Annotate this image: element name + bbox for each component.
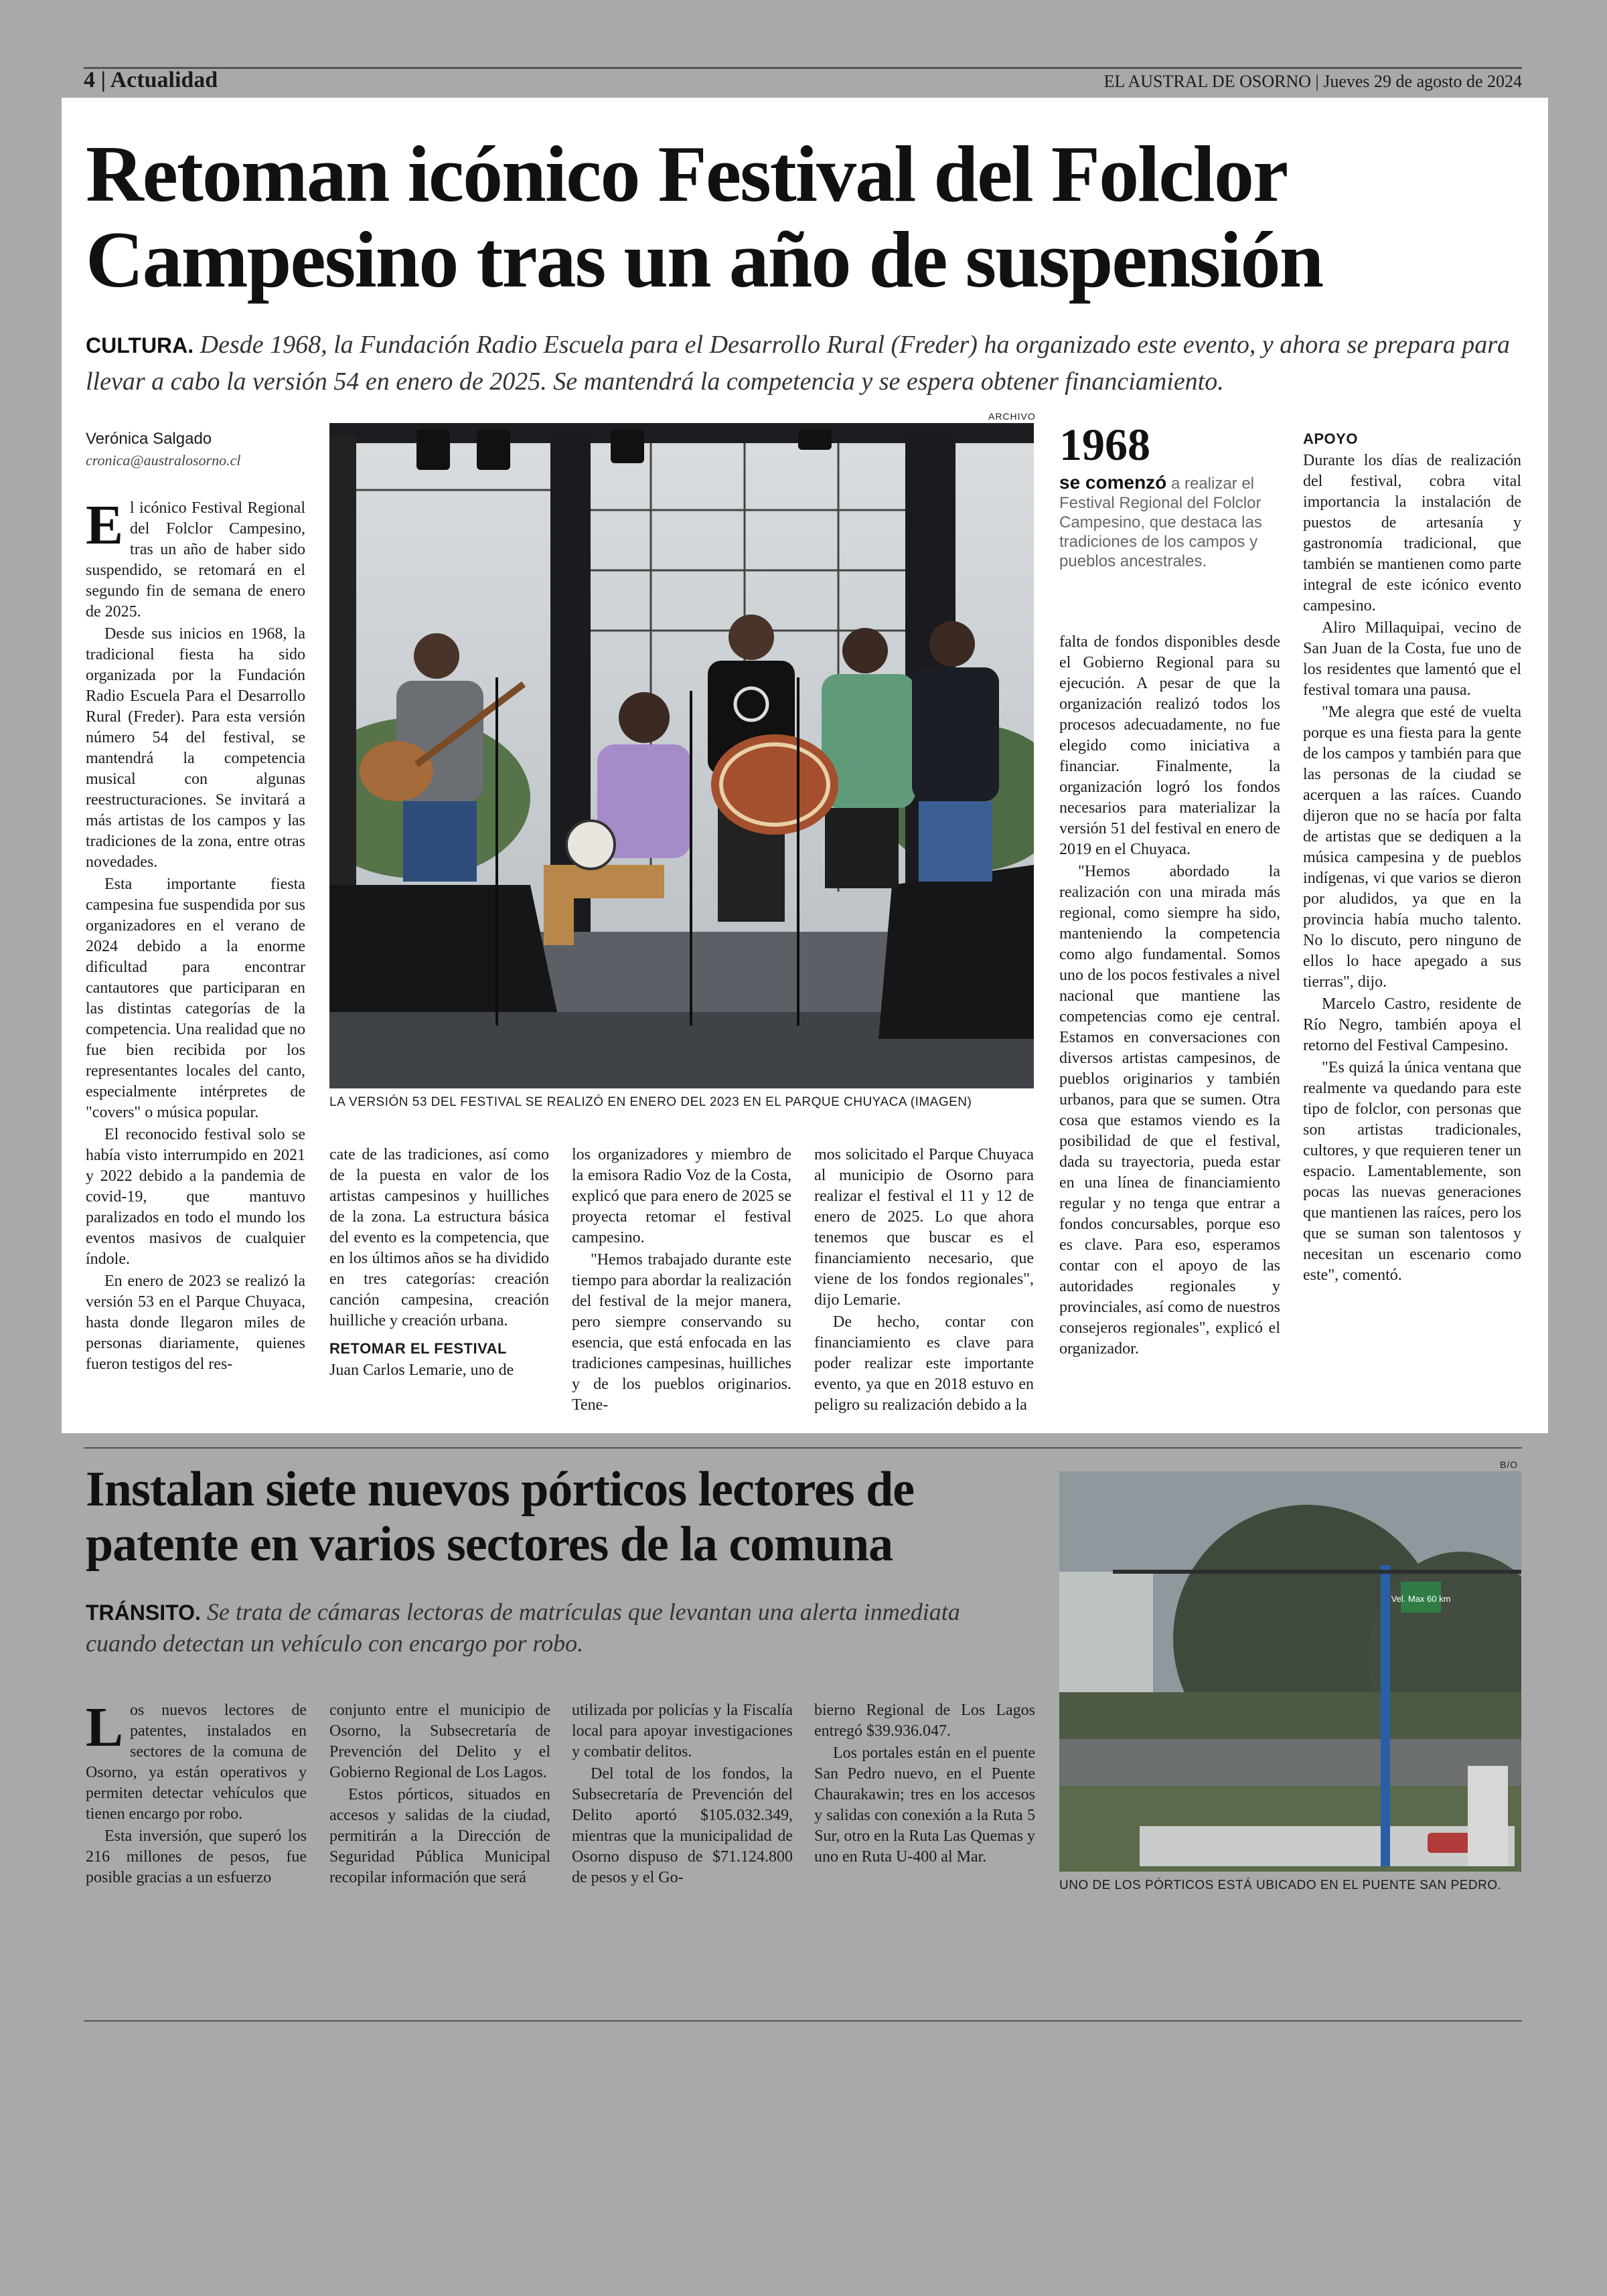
paragraph: Marcelo Castro, residente de Río Negro, también apoya el retorno del Festival Campesino.	[1303, 995, 1521, 1054]
factbox-lead: se comenzó	[1059, 472, 1167, 493]
paragraph: Aliro Millaquipai, vecino de San Juan de la Costa, fue uno de los residentes que lamentó que el festival tomara una pausa.	[1303, 619, 1521, 699]
paragraph: "Hemos trabajado durante este tiempo para abordar la realización del festival de la mejor manera, pero siempre conservando su esencia, que está enfocada en las tradiciones campesinas, huilliches y de los pueblos originarios. Tene-	[572, 1251, 791, 1414]
paragraph: Juan Carlos Lemarie, uno de	[329, 1362, 514, 1379]
second-column-2	[329, 1700, 550, 1890]
article-divider	[84, 1447, 1522, 1449]
paragraph: Los portales están en el puente San Pedro nuevo, en el Puente Chaurakawin; tres en los accesos y salidas con conexión a la Ruta 5 Sur, otro en la Ruta Las Quemas y uno en Ruta U-400 al Mar.	[814, 1744, 1035, 1866]
factbox-text: a realizar el Festival Regional del Folclor Campesino, que destaca las tradiciones de los campos y pueblos ancestrales.	[1059, 475, 1262, 570]
drop-cap: L	[86, 1696, 124, 1758]
paragraph: conjunto entre el municipio de Osorno, la Subsecretaría de Prevención del Delito y el Gobierno Regional de Los Lagos.	[329, 1702, 550, 1781]
paragraph: Desde sus inicios en 1968, la tradicional fiesta ha sido organizada por la Fundación Radio Escuela Para el Desarrollo Rural (Freder). Para esta versión número 54 del festival, se mantendrá la competencia musical con algunas reestructuraciones. Se invitará a más artistas de los campos y las tradiciones de la zona, entre otras novedades.	[86, 625, 305, 871]
paragraph: El reconocido festival solo se había visto interrumpido en 2021 y 2022 debido a la pandemia de covid-19, que mantuvo paralizados en todo el mundo los eventos masivos de cualquier índole.	[86, 1126, 305, 1268]
author-name: Verónica Salgado	[86, 430, 212, 448]
paragraph: utilizada por policías y la Fiscalía local para apoyar investigaciones y combatir delitos.	[572, 1702, 793, 1760]
paragraph: los organizadores y miembro de la emisora Radio Voz de la Costa, explicó que para enero de 2025 se proyecta retomar el festival campesino.	[572, 1146, 791, 1246]
section-name: Actualidad	[110, 68, 218, 92]
paragraph: "Me alegra que esté de vuelta porque es una fiesta para la gente de los campos y también para que las personas de la ciudad se acerquen a las raíces. Cuando dijeron que no se hacía por falta de artistas que se dediquen a la música campesina y de pueblos indígenas, vi que varios se dieron por aludidos, ya que en la provincia había mucho talento. No lo discuto, pero ninguno de ellos lo hace apegado a sus tierras", dijo.	[1303, 704, 1521, 991]
paragraph	[86, 1696, 307, 1825]
article-column-5	[1059, 632, 1280, 1361]
deck-kicker: TRÁNSITO.	[86, 1601, 201, 1625]
paragraph: mos solicitado el Parque Chuyaca al municipio de Osorno para realizar el festival el 11 y 12 de enero de 2025. Lo que ahora tenemos que buscar es el financiamiento necesario, que viene de los fondos regionales", dijo Lemarie.	[814, 1146, 1034, 1309]
article-column-1	[86, 494, 305, 1376]
page-number: 4	[84, 68, 95, 92]
subhead-retomar: RETOMAR EL FESTIVAL	[329, 1340, 507, 1357]
street-camera-image	[1059, 1471, 1521, 1872]
header-rule	[84, 67, 1522, 69]
paragraph	[86, 494, 305, 623]
paragraph: Esta importante fiesta campesina fue suspendida por sus organizadores en el verano de 2024 debido a la enorme dificultad para encontrar cantautores que participaran en las distintas categorías de la competencia. Una realidad que no fue bien recibida por los representantes locales del canto, especialmente intérpretes de "covers" o música popular.	[86, 876, 305, 1121]
section-label: 4 | Actualidad	[84, 68, 218, 92]
article-column-2	[329, 1145, 549, 1382]
factbox	[1059, 473, 1280, 571]
photo-credit: ARCHIVO	[988, 411, 1036, 422]
paragraph: cate de las tradiciones, así como de la puesta en valor de los artistas campesinos y huilliches de la zona. La estructura básica del evento es la competencia, que en los últimos años se ha dividido en tres categorías: creación canción campesina, creación huilliche y creación urbana.	[329, 1146, 549, 1329]
second-column-3	[572, 1700, 793, 1890]
paragraph-text: os nuevos lectores de patentes, instalados en sectores de la comuna de Osorno, ya están operativos y permiten detectar vehículos que tienen encargo por robo.	[86, 1702, 307, 1823]
paragraph: Durante los días de realización del festival, cobra vital importancia la instalación de puestos de artesanía y gastronomía tradicional, que también se mantienen como parte integral de este icónico evento campesino.	[1303, 452, 1521, 614]
photo-credit: B/O	[1500, 1459, 1519, 1470]
paragraph: Del total de los fondos, la Subsecretaría de Prevención del Delito aportó $105.032.349, mientras que la municipalidad de Osorno dispuso de $71.124.800 de pesos y el Go-	[572, 1765, 793, 1886]
issue-date: Jueves 29 de agosto de 2024	[1323, 72, 1522, 91]
paragraph-text: l icónico Festival Regional del Folclor Campesino, tras un año de haber sido suspendido, se retomará en el segundo fin de semana de enero de 2025.	[86, 499, 305, 621]
article-headline: Retoman icónico Festival del Folclor Campesino tras un año de suspensión	[86, 129, 1323, 304]
speed-sign-text: Vel. Max 60 km	[1391, 1594, 1451, 1604]
deck-kicker: CULTURA.	[86, 333, 194, 357]
deck-text: Se trata de cámaras lectoras de matrículas que levantan una alerta inmediata cuando detectan un vehículo con encargo por robo.	[86, 1598, 960, 1657]
paragraph: En enero de 2023 se realizó la versión 53 en el Parque Chuyaca, hasta donde llegaron miles de personas diariamente, quienes fueron testigos del res-	[86, 1273, 305, 1373]
festival-photo	[329, 423, 1034, 1088]
drop-cap: E	[86, 494, 124, 556]
paragraph: Estos pórticos, situados en accesos y salidas de la ciudad, permitirán a la Dirección de Seguridad Pública Municipal recopilar información que será	[329, 1786, 550, 1886]
masthead: EL AUSTRAL DE OSORNO | Jueves 29 de agosto de 2024	[1103, 72, 1522, 91]
subhead-apoyo: APOYO	[1303, 430, 1358, 447]
byline	[86, 428, 240, 471]
portico-photo	[1059, 1471, 1521, 1872]
paragraph: falta de fondos disponibles desde el Gobierno Regional para su ejecución. A pesar de que la organización realizó todos los procesos adecuadamente, no fue elegido como iniciativa a financiar. Finalmente, la organización logró los fondos necesarios para materializar la versión 51 del festival en enero de 2019 en el Chuyaca.	[1059, 633, 1280, 858]
paragraph: "Hemos abordado la realización con una mirada más regional, como siempre ha sido, manteniendo la competencia como algo fundamental. Somos uno de los pocos festivales a nivel nacional que mantiene las competencias como eje central. Estamos en conversaciones con diversos artistas campesinos, de pueblos originarios y también urbanos, para que se sumen. Otra cosa que estamos viendo es la posibilidad de que el festival, dada su trayectoria, pueda estar en una línea de financiamiento regular y no tenga que entrar a fondos concursables, porque eso es clave. Para eso, esperamos contar con el apoyo de las autoridades regionales y provinciales, así como de nuestros consejeros regionales", explicó el organizador.	[1059, 863, 1280, 1358]
photo-caption: LA VERSIÓN 53 DEL FESTIVAL SE REALIZÓ EN ENERO DEL 2023 EN EL PARQUE CHUYACA (IMAGEN)	[329, 1095, 972, 1109]
paragraph: bierno Regional de Los Lagos entregó $39.936.047.	[814, 1702, 1035, 1740]
paragraph: Esta inversión, que superó los 216 millones de pesos, fue posible gracias a un esfuerzo	[86, 1827, 307, 1886]
factbox-year: 1968	[1059, 419, 1150, 470]
masthead-name: EL AUSTRAL DE OSORNO	[1103, 72, 1311, 91]
festival-stage-image	[329, 423, 1034, 1088]
article-column-6	[1303, 428, 1521, 1287]
photo-caption: UNO DE LOS PÓRTICOS ESTÁ UBICADO EN EL PUENTE SAN PEDRO.	[1059, 1878, 1502, 1892]
article-column-4	[814, 1145, 1034, 1417]
paragraph: "Es quizá la única ventana que realmente va quedando para este tipo de folclor, con personas que son artistas tradicionales, cultores, y que requieren tener un espacio. Lamentablemente, son pocas las nuevas generaciones que mantienen las raíces, pero los que se suman son talentosos y necesitan un escenario como este", comentó.	[1303, 1059, 1521, 1284]
second-article-deck	[86, 1596, 1037, 1659]
second-column-1	[86, 1696, 307, 1890]
bottom-rule	[84, 2020, 1522, 2022]
paragraph: De hecho, contar con financiamiento es clave para poder realizar este importante evento, ya que en 2018 estuvo en peligro su realización debido a la	[814, 1313, 1034, 1414]
article-deck	[86, 327, 1519, 400]
second-column-4	[814, 1700, 1035, 1869]
article-column-3	[572, 1145, 791, 1417]
second-article-headline: Instalan siete nuevos pórticos lectores de patente en varios sectores de la comuna	[86, 1462, 915, 1572]
deck-text: Desde 1968, la Fundación Radio Escuela para el Desarrollo Rural (Freder) ha organizado este evento, y ahora se prepara para llevar a cabo la versión 54 en enero de 2025. Se mantendrá la competencia y se espera obtener financiamiento.	[86, 331, 1511, 396]
author-email[interactable]: cronica@australosorno.cl	[86, 452, 241, 469]
